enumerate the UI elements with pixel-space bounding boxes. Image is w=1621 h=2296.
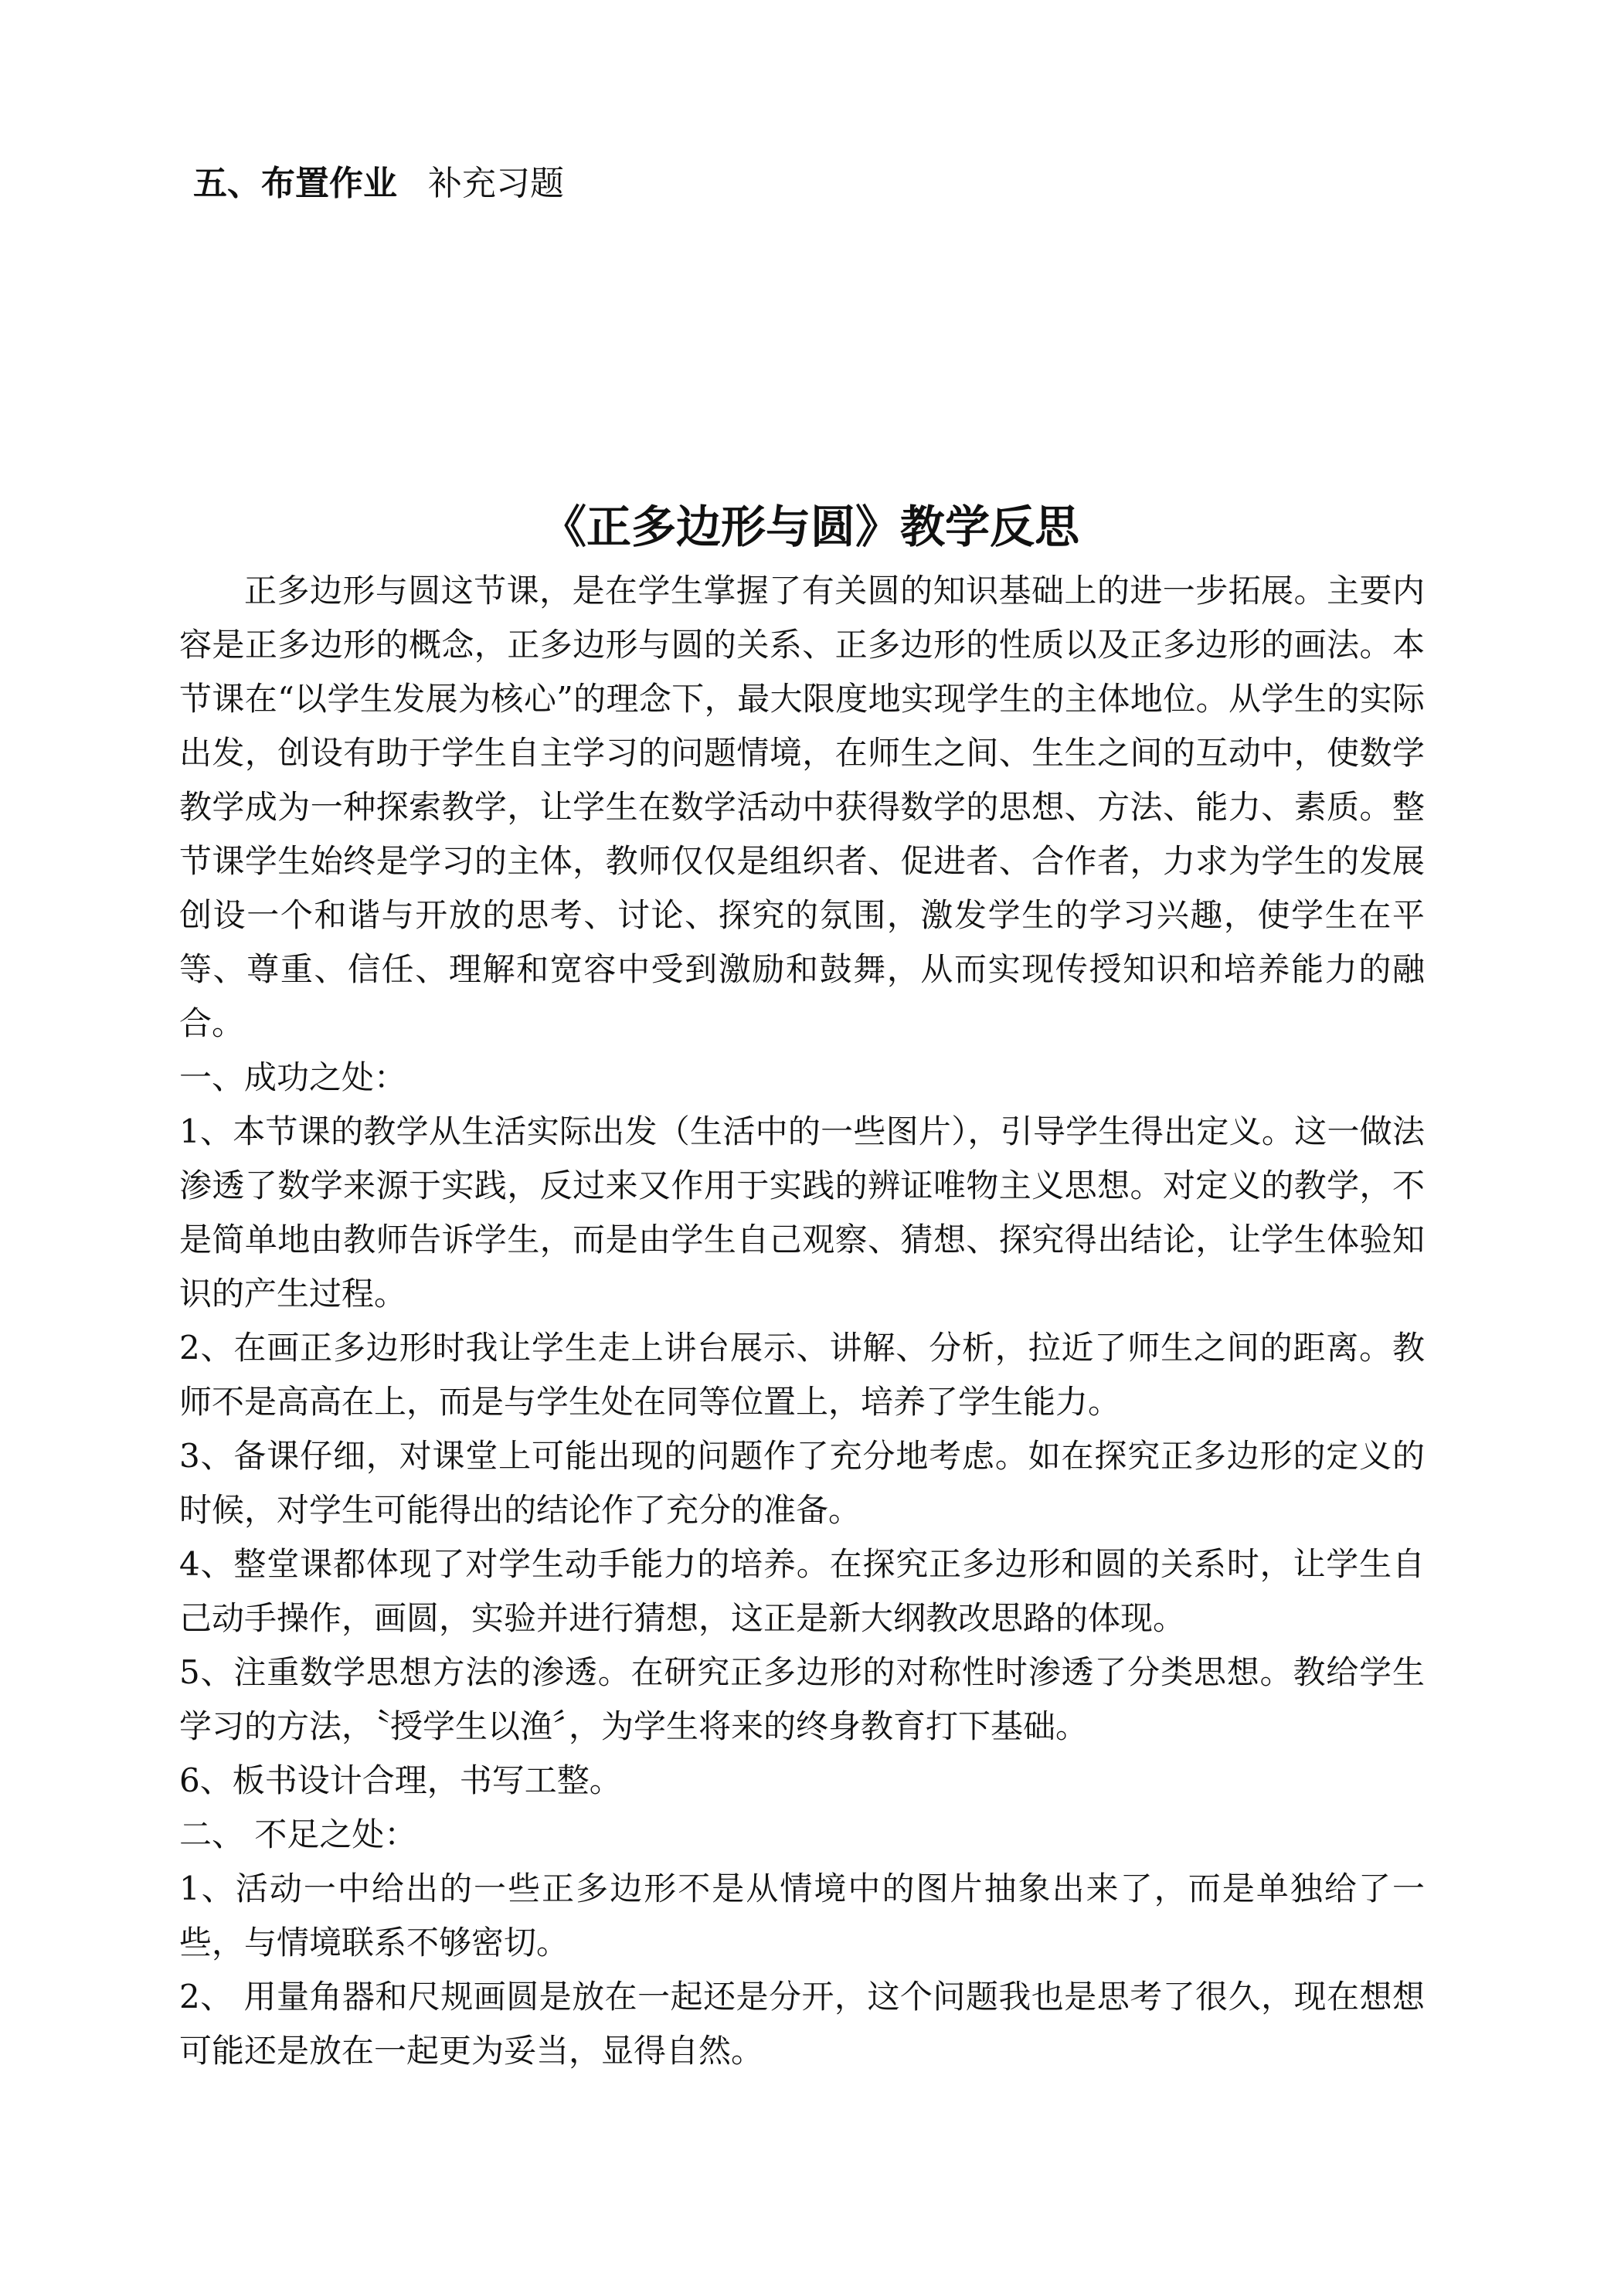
homework-line (193, 161, 564, 207)
success-item: 6、板书设计合理，书写工整。 (179, 1761, 622, 1799)
shortcoming-item: 2、 用量角器和尺规画圆是放在一起还是分开，这个问题我也是思考了很久，现在想想可能还是放在一起更为妥当，显得自然。 (179, 1978, 1425, 2070)
success-heading: 一、成功之处： (179, 1058, 407, 1096)
intro-paragraph: 正多边形与圆这节课，是在学生掌握了有关圆的知识基础上的进一步拓展。主要内容是正多边形的概念，正多边形与圆的关系、正多边形的性质以及正多边形的画法。本节课在“以学生发展为核心”的理念下，最大限度地实现学生的主体地位。从学生的实际出发，创设有助于学生自主学习的问题情境，在师生之间、生生之间的互动中，使数学教学成为一种探索教学，让学生在数学活动中获得数学的思想、方法、能力、素质。整节课学生始终是学习的主体，教师仅仅是组织者、促进者、合作者，力求为学生的发展创设一个和谐与开放的思考、讨论、探究的氛围，激发学生的学习兴趣，使学生在平等、尊重、信任、理解和宽容中受到激励和鼓舞，从而实现传授知识和培养能力的融合。 (179, 572, 1425, 1042)
success-item: 4、整堂课都体现了对学生动手能力的培养。在探究正多边形和圆的关系时，让学生自己动手操作，画圆，实验并进行猜想，这正是新大纲教改思路的体现。 (179, 1545, 1425, 1637)
reflection-body (179, 564, 1425, 2078)
success-item: 3、备课仔细，对课堂上可能出现的问题作了充分地考虑。如在探究正多边形的定义的时候，对学生可能得出的结论作了充分的准备。 (179, 1437, 1425, 1529)
success-item: 2、在画正多边形时我让学生走上讲台展示、讲解、分析，拉近了师生之间的距离。教师不是高高在上，而是与学生处在同等位置上，培养了学生能力。 (179, 1329, 1425, 1421)
shortcomings-heading: 二、 不足之处： (179, 1815, 417, 1853)
shortcoming-item: 1、活动一中给出的一些正多边形不是从情境中的图片抽象出来了，而是单独给了一些，与情境联系不够密切。 (179, 1870, 1425, 1961)
document-title: 《正多边形与圆》教学反思 (541, 501, 1079, 553)
success-item: 5、注重数学思想方法的渗透。在研究正多边形的对称性时渗透了分类思想。教给学生学习的方法，〝授学生以渔〞，为学生将来的终身教育打下基础。 (179, 1653, 1425, 1745)
success-item: 1、本节课的教学从生活实际出发（生活中的一些图片），引导学生得出定义。这一做法渗透了数学来源于实践，反过来又作用于实践的辨证唯物主义思想。对定义的教学，不是简单地由教师告诉学生，而是由学生自己观察、猜想、探究得出结论，让学生体验知识的产生过程。 (179, 1112, 1425, 1313)
homework-text: 补充习题 (428, 164, 564, 203)
homework-label: 五、布置作业 (193, 164, 397, 203)
